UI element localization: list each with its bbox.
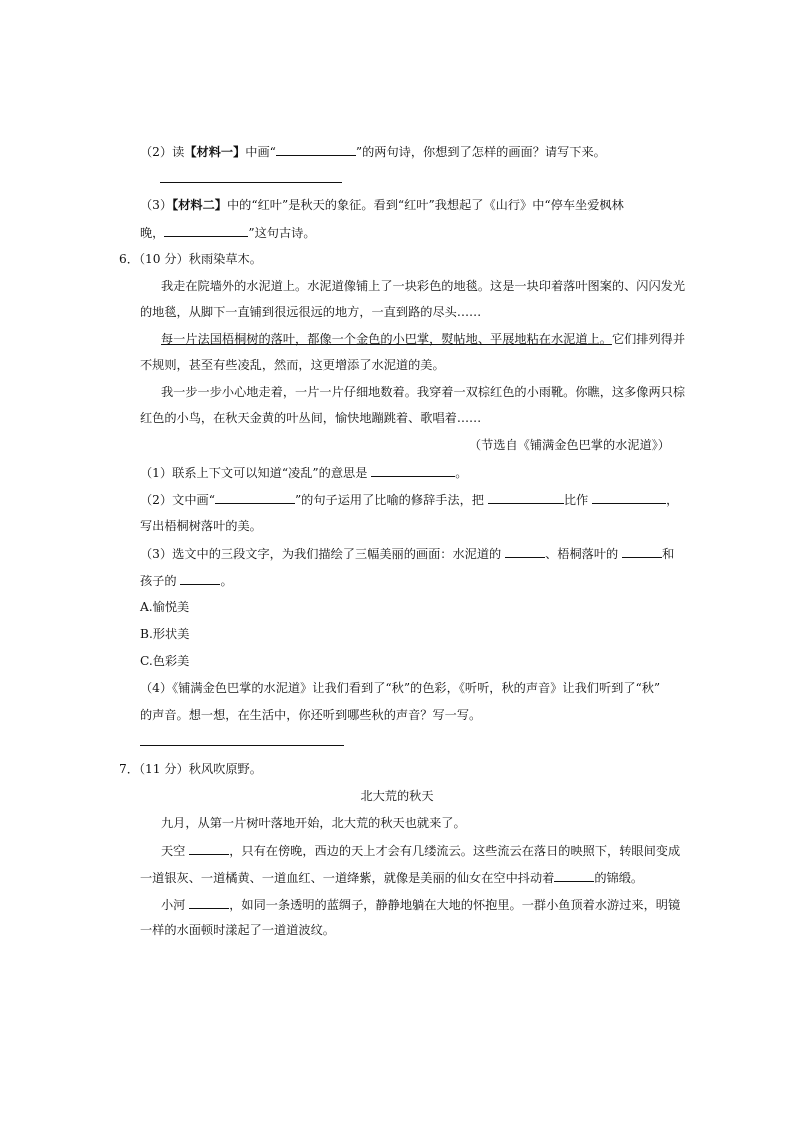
q6-para2-line2: 不规则，甚至有些凌乱，然而，这更增添了水泥道的美。 — [140, 358, 445, 372]
q7-para2-text-b: ，只有在傍晚，西边的天上才会有几缕流云。这些流云在落日的映照下，转眼间变成 — [229, 844, 681, 858]
q6-sub2-line1 — [140, 491, 678, 508]
q7-para2-line1 — [161, 842, 680, 859]
option-c[interactable]: C.色彩美 — [140, 654, 190, 668]
q6-para3-line1: 我一步一步小心地走着，一片一片仔细地数着。我穿着一双棕红色的小雨靴。你瞧，这多像两只棕 — [161, 385, 686, 399]
material-2-tag: 【材料二】 — [172, 198, 227, 212]
q7-para2-text-a: 天空 — [161, 844, 186, 858]
answer-blank[interactable] — [164, 224, 248, 237]
q6-sub2-text-b: ”的句子运用了比喻的修辞手法，把 — [294, 493, 484, 507]
q7-para3-line1 — [161, 896, 680, 913]
q7-para3-text-b: ，如同一条透明的蓝绸子，静静地躺在大地的怀抱里。一群小鱼顶着水游过来，明镜 — [229, 898, 681, 912]
q6-para1-line1: 我走在院墙外的水泥道上。水泥道像铺上了一块彩色的地毯。这是一块印着落叶图案的、闪闪发光 — [161, 279, 686, 293]
q6-sub3-text-e: 。 — [220, 574, 233, 588]
answer-blank[interactable] — [180, 572, 220, 585]
q6-source: （节选自《铺满金色巴掌的水泥道》） — [468, 438, 670, 452]
q6-para2-rest: 它们排列得并 — [611, 332, 686, 346]
answer-blank[interactable] — [215, 491, 295, 504]
answer-line[interactable] — [160, 182, 342, 183]
q6-sub1-text: （1）联系上下文可以知道“凌乱”的意思是 — [140, 466, 368, 480]
q6-sub1 — [140, 464, 467, 481]
q6-sub3-line2 — [140, 572, 233, 589]
q6-para1-line2: 的地毯，从脚下一直铺到很远很远的地方，一直到路的尽头…… — [140, 305, 482, 319]
q6-sub3-text-d: 孩子的 — [140, 574, 177, 588]
q6-sub4-line1: （4）《铺满金色巴掌的水泥道》让我们看到了“秋”的色彩，《听听，秋的声音》让我们听到了“秋” — [140, 681, 661, 695]
answer-blank[interactable] — [371, 464, 455, 477]
q6-para2-line1 — [161, 331, 685, 347]
answer-blank[interactable] — [189, 896, 229, 909]
q6-sub2-text-a: （2）文中画“ — [140, 493, 215, 507]
option-a[interactable]: A.愉悦美 — [140, 600, 190, 614]
q7-passage-title: 北大荒的秋天 — [360, 789, 434, 803]
q5-sub3-number: （3） — [140, 198, 173, 212]
answer-blank[interactable] — [276, 143, 356, 156]
q6-sub1-end: 。 — [455, 466, 468, 480]
q6-sub4-line2: 的声音。想一想，在生活中，你还听到哪些秋的声音？写一写。 — [140, 708, 482, 722]
q5-sub2-number: （2）读 — [140, 145, 185, 159]
answer-blank[interactable] — [622, 545, 662, 558]
q7-para3-text-a: 小河 — [161, 898, 186, 912]
q6-sub3-text-c: 和 — [662, 547, 675, 561]
q6-sub2-text-d: ， — [666, 493, 679, 507]
q7-para2-line2 — [140, 869, 643, 886]
material-1-tag: 【材料一】 — [184, 145, 246, 159]
q7-para1: 九月，从第一片树叶落地开始，北大荒的秋天也就来了。 — [161, 816, 466, 830]
q6-sub2-text-c: 比作 — [563, 493, 589, 507]
q6-sub3-text-a: （3）选文中的三段文字，为我们描绘了三幅美丽的画面：水泥道的 — [140, 547, 502, 561]
q6-sub3-text-b: 、梧桐落叶的 — [545, 547, 619, 561]
answer-blank[interactable] — [505, 545, 545, 558]
answer-blank[interactable] — [189, 842, 229, 855]
q6-sub3-line1 — [140, 545, 674, 562]
q6-para3-line2: 红色的小鸟，在秋天金黄的叶丛间，愉快地蹦跳着、歌唱着…… — [140, 411, 482, 425]
q7-para2-text-d: 的锦缎。 — [594, 871, 644, 885]
answer-blank[interactable] — [554, 869, 594, 882]
q5-sub2-text-tail: ”的两句诗，你想到了怎样的画面？请写下来。 — [355, 145, 606, 159]
q6-header: 6．（10 分）秋雨染草木。 — [119, 252, 262, 266]
q5-sub2-text: 中画“ — [245, 145, 276, 159]
q5-sub3-line1 — [140, 197, 624, 213]
q7-para3-line2: 一样的水面顿时漾起了一道道波纹。 — [140, 923, 335, 937]
q7-header: 7．（11 分）秋风吹原野。 — [119, 762, 262, 776]
q5-sub3-text3: ”这句古诗。 — [248, 226, 316, 240]
q5-sub3-text2: 晚， — [140, 226, 165, 240]
q5-sub3-line2 — [140, 224, 316, 241]
answer-line[interactable] — [140, 745, 344, 746]
q5-sub2-line — [140, 143, 606, 160]
option-b[interactable]: B.形状美 — [140, 627, 190, 641]
answer-blank[interactable] — [488, 491, 564, 504]
q6-sub2-line2: 写出梧桐树落叶的美。 — [140, 519, 262, 533]
answer-blank[interactable] — [592, 491, 666, 504]
q7-para2-text-c: 一道银灰、一道橘黄、一道血红、一道绛紫，就像是美丽的仙女在空中抖动着 — [140, 871, 555, 885]
q5-sub3-text: 中的“红叶”是秋天的象征。看到“红叶”我想起了《山行》中“停车坐爱枫林 — [226, 198, 624, 212]
underlined-sentence: 每一片法国梧桐树的落叶，都像一个金色的小巴掌，熨帖地、平展地粘在水泥道上。 — [161, 332, 612, 346]
